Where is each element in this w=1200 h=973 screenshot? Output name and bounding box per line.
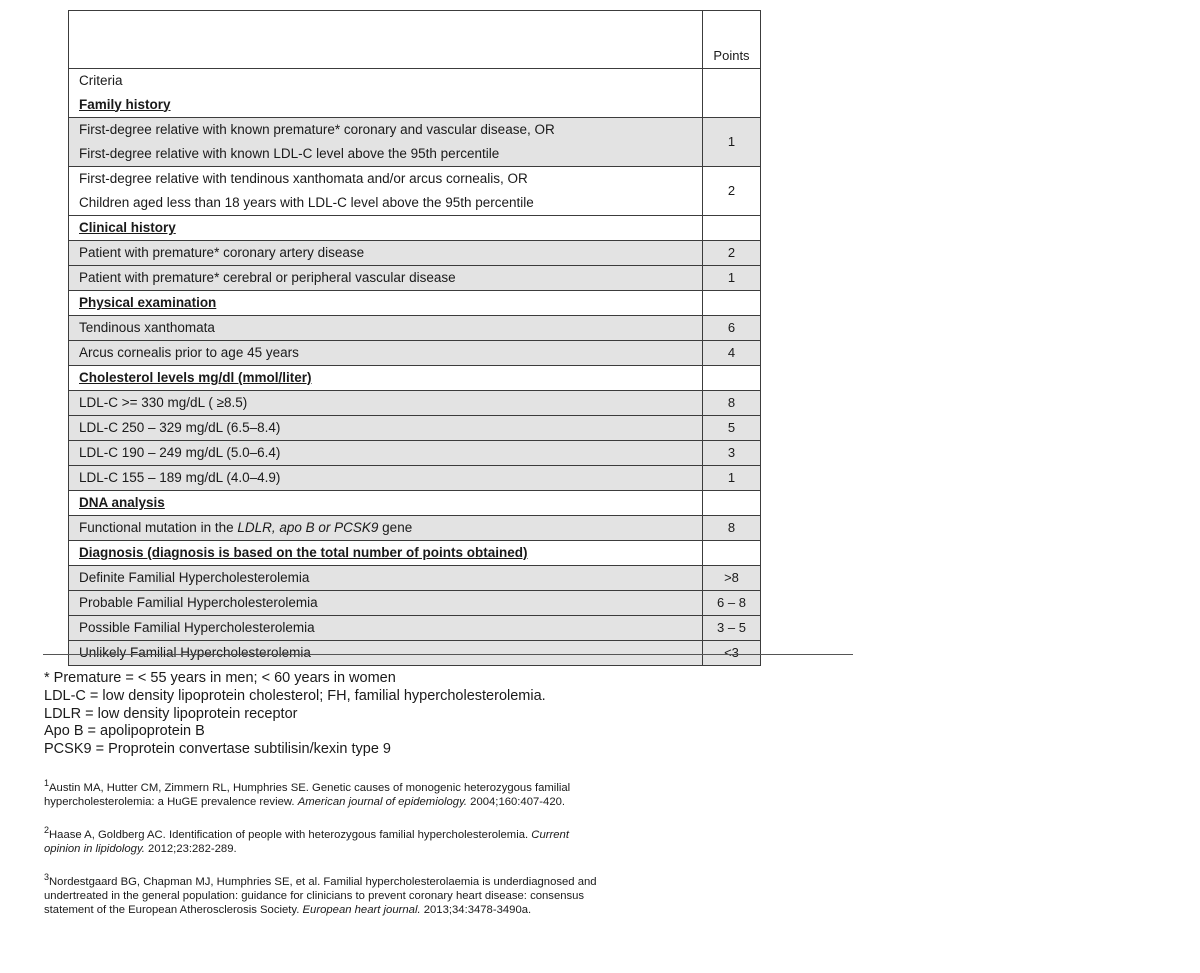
table-section-row bbox=[69, 216, 761, 241]
criteria-cell bbox=[69, 616, 703, 641]
footnote-divider bbox=[43, 654, 853, 655]
criteria-cell bbox=[69, 591, 703, 616]
header-cell-blank bbox=[69, 11, 703, 69]
section-heading: DNA analysis bbox=[79, 494, 165, 510]
table-row bbox=[69, 118, 761, 167]
criteria-line: Arcus cornealis prior to age 45 years bbox=[79, 344, 299, 360]
criteria-line: Children aged less than 18 years with LDL-C level above the 95th percentile bbox=[79, 194, 534, 210]
table-header-row bbox=[69, 11, 761, 69]
points-cell: 1 bbox=[703, 118, 761, 167]
criteria-line: Possible Familial Hypercholesterolemia bbox=[79, 619, 315, 635]
criteria-cell bbox=[69, 466, 703, 491]
reference-marker: 3 bbox=[44, 871, 50, 882]
criteria-cell bbox=[69, 641, 703, 666]
reference-marker: 2 bbox=[44, 824, 50, 835]
criteria-cell bbox=[69, 391, 703, 416]
criteria-line: Definite Familial Hypercholesterolemia bbox=[79, 569, 310, 585]
points-cell: 2 bbox=[703, 241, 761, 266]
points-cell bbox=[703, 69, 761, 118]
section-label-cell bbox=[69, 69, 703, 118]
section-heading: Diagnosis (diagnosis is based on the total number of points obtained) bbox=[79, 544, 528, 560]
criteria-line: Probable Familial Hypercholesterolemia bbox=[79, 594, 318, 610]
points-cell bbox=[703, 291, 761, 316]
points-cell bbox=[703, 491, 761, 516]
points-cell: 1 bbox=[703, 266, 761, 291]
points-cell: 1 bbox=[703, 466, 761, 491]
table-section-row bbox=[69, 541, 761, 566]
abbreviation-line: LDLR = low density lipoprotein receptor bbox=[44, 705, 298, 722]
abbreviation-line: PCSK9 = Proprotein convertase subtilisin/kexin type 9 bbox=[44, 741, 391, 758]
criteria-line: First-degree relative with tendinous xanthomata and/or arcus cornealis, OR bbox=[79, 171, 528, 187]
reference-entry: $^3$Nordestgaard BG, Chapman MJ, Humphries SE, et al. Familial hypercholesterolaemia is underdiagnosed and undertreated in the general population: guidance for clinicians to prevent coronary heart disease: consensus statement of the European Atherosclerosis Society. European heart journal. 2013;34:3478-3490a. bbox=[44, 871, 597, 917]
section-label-cell bbox=[69, 541, 703, 566]
section-heading: Cholesterol levels mg/dl (mmol/liter) bbox=[79, 369, 312, 385]
table-section-row bbox=[69, 291, 761, 316]
table-row bbox=[69, 591, 761, 616]
points-cell: 2 bbox=[703, 167, 761, 216]
criteria-line: Tendinous xanthomata bbox=[79, 319, 215, 335]
criteria-cell bbox=[69, 167, 703, 216]
table-section-row bbox=[69, 366, 761, 391]
table-row bbox=[69, 266, 761, 291]
section-heading: Clinical history bbox=[79, 219, 176, 235]
gene-names: LDLR, apo B or PCSK9 bbox=[237, 519, 379, 535]
points-cell: 3 – 5 bbox=[703, 616, 761, 641]
points-cell: 8 bbox=[703, 391, 761, 416]
points-cell: >8 bbox=[703, 566, 761, 591]
table-row bbox=[69, 167, 761, 216]
points-cell bbox=[703, 366, 761, 391]
abbreviation-line: Apo B = apolipoprotein B bbox=[44, 723, 205, 740]
points-cell: 8 bbox=[703, 516, 761, 541]
criteria-line: LDL-C >= 330 mg/dL ( ≥8.5) bbox=[79, 394, 248, 410]
criteria-word: Criteria bbox=[79, 73, 123, 89]
journal-name: European heart journal. bbox=[302, 904, 421, 917]
table-row bbox=[69, 441, 761, 466]
points-cell: <3 bbox=[703, 641, 761, 666]
criteria-cell bbox=[69, 566, 703, 591]
abbreviations-block bbox=[44, 670, 744, 759]
criteria-line: LDL-C 190 – 249 mg/dL (5.0–6.4) bbox=[79, 444, 281, 460]
section-heading: Family history bbox=[79, 96, 171, 112]
section-label-cell bbox=[69, 491, 703, 516]
abbreviation-line: * Premature = < 55 years in men; < 60 years in women bbox=[44, 670, 396, 686]
reference-marker: 1 bbox=[44, 778, 50, 788]
criteria-table-container bbox=[68, 10, 760, 666]
table-row bbox=[69, 516, 761, 541]
points-cell: 4 bbox=[703, 341, 761, 366]
criteria-cell bbox=[69, 118, 703, 167]
header-cell-points: Points bbox=[703, 11, 761, 69]
dutch-lipid-clinic-criteria-table bbox=[68, 10, 761, 666]
table-section-row bbox=[69, 69, 761, 118]
criteria-cell bbox=[69, 441, 703, 466]
points-cell bbox=[703, 541, 761, 566]
table-row bbox=[69, 616, 761, 641]
section-label-cell bbox=[69, 216, 703, 241]
abbreviation-line: LDL-C = low density lipoprotein cholesterol; FH, familial hypercholesterolemia. bbox=[44, 687, 546, 704]
section-label-cell bbox=[69, 291, 703, 316]
points-cell: 6 – 8 bbox=[703, 591, 761, 616]
criteria-cell bbox=[69, 266, 703, 291]
journal-name: Current opinion in lipidology. bbox=[44, 828, 569, 856]
criteria-line: Patient with premature* cerebral or peripheral vascular disease bbox=[79, 269, 456, 285]
table-row bbox=[69, 416, 761, 441]
references-block bbox=[44, 776, 604, 931]
criteria-cell bbox=[69, 241, 703, 266]
table-row bbox=[69, 466, 761, 491]
criteria-cell bbox=[69, 316, 703, 341]
table-row bbox=[69, 316, 761, 341]
points-cell bbox=[703, 216, 761, 241]
journal-name: American journal of epidemiology. bbox=[297, 796, 468, 809]
section-heading: Physical examination bbox=[79, 294, 217, 310]
table-row bbox=[69, 391, 761, 416]
reference-entry: $^2$Haase A, Goldberg AC. Identification of people with heterozygous familial hypercholesterolemia. Current opinion in lipidology. 2012;23:282-289. bbox=[44, 824, 569, 856]
criteria-line: First-degree relative with known LDL-C level above the 95th percentile bbox=[79, 145, 500, 161]
criteria-cell: Functional mutation in the LDLR, apo B or PCSK9 gene bbox=[69, 516, 703, 541]
criteria-line: LDL-C 250 – 329 mg/dL (6.5–8.4) bbox=[79, 419, 281, 435]
table-row bbox=[69, 641, 761, 666]
points-cell: 3 bbox=[703, 441, 761, 466]
points-cell: 6 bbox=[703, 316, 761, 341]
table-section-row bbox=[69, 491, 761, 516]
criteria-line: LDL-C 155 – 189 mg/dL (4.0–4.9) bbox=[79, 469, 281, 485]
table-row bbox=[69, 341, 761, 366]
table-row bbox=[69, 566, 761, 591]
criteria-line: Unlikely Familial Hypercholesterolemia bbox=[79, 644, 311, 660]
reference-entry: $^1$Austin MA, Hutter CM, Zimmern RL, Humphries SE. Genetic causes of monogenic heterozygous familial hypercholesterolemia: a HuGE prevalence review. American journal of epidemiology. 2004;160:407-420. bbox=[44, 778, 571, 809]
section-label-cell bbox=[69, 366, 703, 391]
criteria-cell bbox=[69, 341, 703, 366]
table-row bbox=[69, 241, 761, 266]
criteria-cell bbox=[69, 416, 703, 441]
table-body bbox=[69, 11, 761, 666]
criteria-line: First-degree relative with known premature* coronary and vascular disease, OR bbox=[79, 122, 555, 138]
points-cell: 5 bbox=[703, 416, 761, 441]
criteria-line: Patient with premature* coronary artery disease bbox=[79, 244, 365, 260]
